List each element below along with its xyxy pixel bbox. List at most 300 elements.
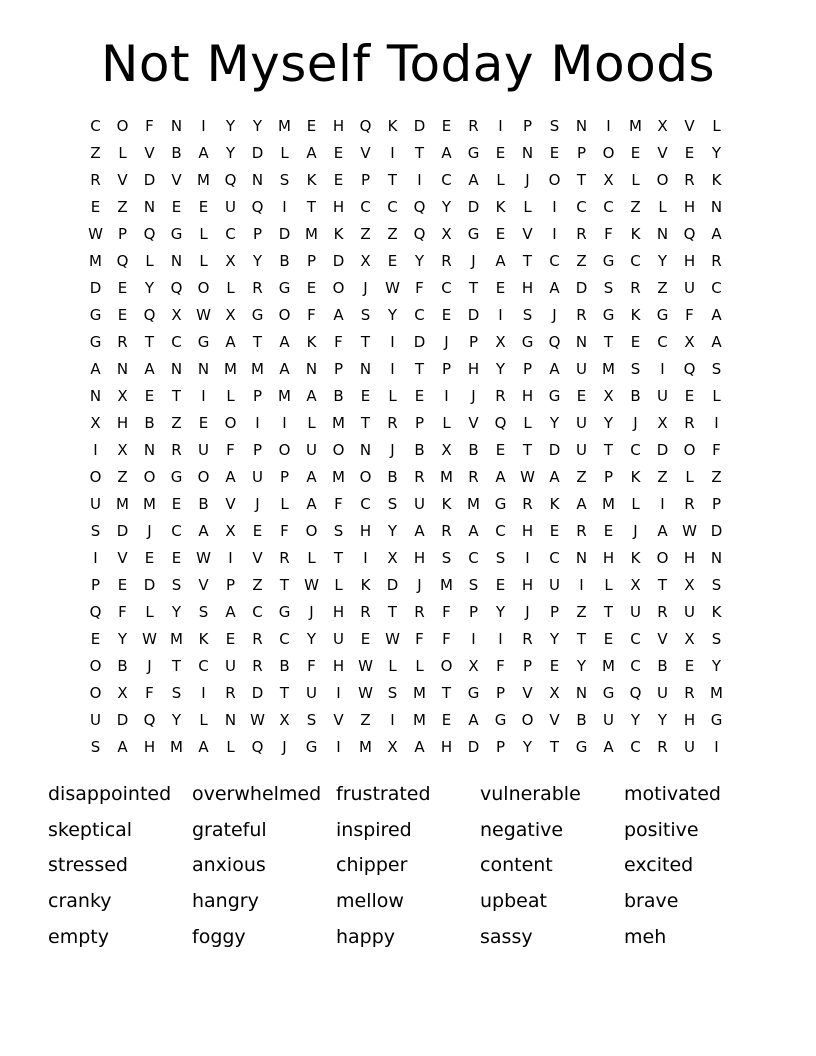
grid-letter: X [387,738,398,756]
grid-letter: O [89,684,102,702]
word-bank-word: upbeat [480,889,547,912]
grid-letter: I [552,225,557,243]
grid-letter: E [441,117,452,135]
grid-letter: Q [413,198,426,216]
grid-letter: N [143,441,156,459]
grid-letter: S [306,711,317,729]
grid-letter: S [90,522,101,540]
grid-letter: W [682,522,697,540]
grid-letter: C [549,549,560,567]
word-bank-row [48,919,768,955]
word-bank-word: overwhelmed [192,782,322,805]
grid-letter: J [633,414,638,432]
grid-letter: I [417,171,422,189]
grid-letter: N [170,252,183,270]
grid-letter: E [198,198,209,216]
grid-letter: T [171,387,182,405]
grid-letter: X [657,117,668,135]
grid-letter: A [306,495,317,513]
grid-letter: E [90,198,101,216]
word-bank-word: grateful [192,818,267,841]
grid-letter: L [145,252,154,270]
grid-letter: E [630,144,641,162]
grid-letter: J [255,495,260,513]
word-bank-word: sassy [480,925,533,948]
grid-letter: D [386,576,399,594]
grid-letter: Y [657,252,668,270]
grid-letter: C [198,657,209,675]
grid-letter: E [252,522,263,540]
grid-letter: P [522,657,533,675]
grid-letter: U [684,603,695,621]
grid-letter: X [225,306,236,324]
grid-letter: H [332,657,345,675]
grid-letter: G [602,684,615,702]
grid-letter: T [252,333,263,351]
grid-letter: C [468,549,479,567]
grid-letter: I [714,414,719,432]
grid-letter: S [603,279,614,297]
grid-letter: I [390,711,395,729]
grid-letter: Y [225,117,236,135]
grid-letter: Z [657,279,668,297]
grid-letter: U [90,495,101,513]
grid-letter: O [143,468,156,486]
grid-letter: Q [89,603,102,621]
grid-letter: K [306,333,317,351]
grid-letter: Q [116,252,129,270]
grid-letter: C [90,117,101,135]
grid-letter: V [657,144,668,162]
grid-letter: L [415,657,424,675]
grid-letter: X [630,576,641,594]
grid-letter: I [498,306,503,324]
grid-letter: W [385,279,400,297]
grid-letter: C [603,198,614,216]
grid-letter: X [684,630,695,648]
grid-letter: I [498,630,503,648]
grid-letter: W [196,306,211,324]
grid-letter: I [228,549,233,567]
grid-letter: R [225,684,236,702]
grid-letter: T [387,171,398,189]
grid-letter: D [278,225,291,243]
grid-letter: Z [630,198,641,216]
grid-letter: V [657,630,668,648]
grid-letter: M [224,360,237,378]
grid-letter: I [525,549,530,567]
grid-letter: I [660,495,665,513]
grid-letter: A [225,333,236,351]
grid-letter: Q [683,225,696,243]
grid-letter: N [710,549,723,567]
grid-letter: I [390,144,395,162]
grid-letter: L [199,252,208,270]
grid-row [82,194,730,221]
grid-letter: R [441,522,452,540]
grid-letter: T [441,684,452,702]
grid-letter: D [89,279,102,297]
grid-letter: C [279,630,290,648]
grid-letter: H [521,522,534,540]
grid-letter: S [630,360,641,378]
grid-letter: D [251,684,264,702]
grid-letter: D [467,738,480,756]
grid-letter: A [495,468,506,486]
grid-letter: W [250,711,265,729]
grid-letter: X [90,414,101,432]
grid-letter: L [631,171,640,189]
grid-letter: Q [170,279,183,297]
grid-letter: D [332,252,345,270]
grid-letter: S [495,549,506,567]
grid-row [82,140,730,167]
grid-letter: E [306,279,317,297]
grid-letter: A [711,306,722,324]
grid-letter: L [118,144,127,162]
grid-letter: G [305,738,318,756]
grid-letter: A [198,738,209,756]
grid-letter: A [306,144,317,162]
grid-letter: E [171,549,182,567]
grid-letter: G [467,225,480,243]
grid-letter: E [306,117,317,135]
grid-letter: I [660,360,665,378]
grid-letter: J [525,171,530,189]
grid-letter: U [684,738,695,756]
word-bank-word: inspired [336,818,412,841]
grid-letter: Y [603,414,614,432]
grid-letter: I [201,387,206,405]
grid-letter: Z [576,468,587,486]
grid-letter: O [305,522,318,540]
grid-letter: I [390,333,395,351]
grid-letter: K [306,171,317,189]
grid-letter: R [441,252,452,270]
word-bank-row [48,847,768,883]
grid-letter: E [171,198,182,216]
grid-letter: P [252,387,263,405]
grid-letter: D [575,279,588,297]
grid-letter: S [522,306,533,324]
grid-letter: W [520,468,535,486]
grid-letter: E [684,657,695,675]
grid-letter: F [496,657,505,675]
grid-letter: M [278,387,291,405]
word-bank-word: mellow [336,889,404,912]
grid-letter: J [390,441,395,459]
grid-letter: R [414,468,425,486]
grid-letter: J [525,603,530,621]
grid-letter: N [170,360,183,378]
grid-letter: S [360,306,371,324]
grid-letter: K [333,225,344,243]
grid-letter: Q [413,225,426,243]
grid-letter: X [171,306,182,324]
grid-letter: F [442,630,451,648]
grid-letter: U [414,495,425,513]
grid-row [82,167,730,194]
grid-letter: J [282,738,287,756]
grid-letter: H [332,603,345,621]
grid-letter: A [468,171,479,189]
grid-letter: R [684,684,695,702]
grid-letter: B [387,468,398,486]
grid-letter: O [656,549,669,567]
grid-letter: C [441,279,452,297]
grid-letter: A [225,468,236,486]
grid-letter: D [656,441,669,459]
grid-letter: A [198,522,209,540]
grid-letter: L [523,414,532,432]
grid-letter: L [658,198,667,216]
grid-letter: G [197,333,210,351]
grid-letter: H [467,360,480,378]
grid-letter: W [358,657,373,675]
grid-letter: G [467,144,480,162]
grid-letter: R [252,630,263,648]
grid-letter: M [197,171,210,189]
grid-letter: G [494,711,507,729]
grid-letter: F [334,333,343,351]
grid-letter: F [442,603,451,621]
grid-letter: Q [143,711,156,729]
grid-letter: F [145,684,154,702]
grid-letter: V [468,414,479,432]
grid-letter: Y [171,603,182,621]
grid-letter: M [170,738,183,756]
grid-letter: G [575,738,588,756]
grid-letter: T [279,576,290,594]
grid-letter: I [201,684,206,702]
grid-letter: Y [576,657,587,675]
grid-letter: Z [360,711,371,729]
grid-letter: L [226,738,235,756]
grid-letter: U [225,198,236,216]
grid-letter: O [224,414,237,432]
grid-letter: E [414,387,425,405]
grid-letter: G [602,306,615,324]
grid-letter: O [602,144,615,162]
grid-letter: J [309,603,314,621]
grid-letter: A [306,468,317,486]
grid-letter: E [441,306,452,324]
word-bank-word: positive [624,818,699,841]
grid-letter: T [468,279,479,297]
grid-letter: S [468,576,479,594]
grid-letter: D [116,711,129,729]
grid-letter: Q [251,198,264,216]
grid-letter: B [657,657,668,675]
grid-letter: J [363,279,368,297]
grid-letter: O [656,171,669,189]
grid-letter: A [468,522,479,540]
grid-letter: G [251,306,264,324]
grid-letter: H [413,549,426,567]
grid-row [82,329,730,356]
grid-letter: E [603,522,614,540]
grid-letter: I [93,549,98,567]
grid-letter: M [710,684,723,702]
grid-letter: Y [495,603,506,621]
grid-letter: K [711,603,722,621]
grid-row [82,707,730,734]
grid-letter: K [360,576,371,594]
grid-letter: G [467,684,480,702]
grid-letter: R [117,333,128,351]
grid-letter: U [333,630,344,648]
word-bank-word: vulnerable [480,782,581,805]
grid-letter: S [711,630,722,648]
grid-letter: A [441,144,452,162]
grid-letter: G [170,225,183,243]
word-bank-word: hangry [192,889,259,912]
grid-letter: B [414,441,425,459]
grid-letter: H [521,387,534,405]
grid-letter: V [252,549,263,567]
grid-letter: F [280,522,289,540]
grid-letter: Z [711,468,722,486]
grid-letter: R [684,171,695,189]
grid-letter: R [387,414,398,432]
grid-letter: V [117,549,128,567]
grid-letter: E [90,630,101,648]
grid-letter: C [360,495,371,513]
word-bank-word: meh [624,925,667,948]
grid-letter: B [144,414,155,432]
grid-letter: W [385,630,400,648]
grid-letter: V [144,144,155,162]
grid-row [82,626,730,653]
grid-letter: P [117,225,128,243]
grid-letter: G [89,306,102,324]
grid-letter: U [657,387,668,405]
grid-letter: J [471,387,476,405]
grid-letter: U [603,711,614,729]
word-bank-row [48,776,768,812]
grid-letter: J [147,522,152,540]
word-bank-word: stressed [48,854,128,877]
grid-letter: L [496,171,505,189]
grid-letter: H [116,414,129,432]
grid-letter: P [279,468,290,486]
grid-letter: S [90,738,101,756]
grid-letter: O [332,441,345,459]
grid-letter: N [575,117,588,135]
grid-letter: E [576,387,587,405]
grid-letter: X [225,522,236,540]
grid-letter: O [440,657,453,675]
grid-letter: T [522,252,533,270]
grid-letter: W [142,630,157,648]
grid-letter: O [548,171,561,189]
grid-letter: A [333,306,344,324]
grid-letter: G [278,279,291,297]
grid-row [82,437,730,464]
grid-letter: N [224,711,237,729]
grid-letter: Z [576,603,587,621]
grid-letter: R [90,171,101,189]
grid-letter: Z [387,225,398,243]
grid-letter: S [711,360,722,378]
grid-letter: H [683,711,696,729]
grid-letter: E [630,333,641,351]
grid-letter: Q [359,117,372,135]
grid-letter: M [440,576,453,594]
grid-letter: P [90,576,101,594]
grid-letter: F [415,279,424,297]
grid-letter: I [552,198,557,216]
grid-letter: U [576,414,587,432]
grid-letter: L [280,144,289,162]
grid-letter: V [171,171,182,189]
grid-letter: O [89,657,102,675]
grid-letter: V [225,495,236,513]
grid-letter: B [171,144,182,162]
grid-row [82,491,730,518]
grid-letter: A [549,468,560,486]
grid-letter: G [548,387,561,405]
grid-letter: M [170,630,183,648]
grid-letter: L [199,711,208,729]
grid-letter: K [495,198,506,216]
grid-letter: B [198,495,209,513]
grid-letter: C [630,441,641,459]
grid-letter: T [171,657,182,675]
grid-letter: M [602,495,615,513]
grid-letter: A [414,738,425,756]
grid-letter: Y [144,279,155,297]
grid-letter: O [89,468,102,486]
word-bank-word: content [480,854,553,877]
grid-letter: I [579,576,584,594]
grid-letter: N [521,144,534,162]
grid-letter: S [171,576,182,594]
grid-letter: E [684,144,695,162]
grid-letter: K [441,495,452,513]
grid-letter: A [495,252,506,270]
grid-letter: R [630,279,641,297]
grid-letter: A [414,522,425,540]
grid-letter: A [198,144,209,162]
grid-letter: M [602,360,615,378]
grid-letter: G [602,252,615,270]
grid-letter: T [360,333,371,351]
grid-letter: L [226,279,235,297]
grid-letter: K [387,117,398,135]
grid-letter: A [657,522,668,540]
grid-letter: X [360,252,371,270]
grid-letter: M [602,657,615,675]
grid-letter: V [522,684,533,702]
grid-letter: F [604,225,613,243]
grid-letter: X [468,657,479,675]
grid-letter: N [197,360,210,378]
grid-letter: E [198,414,209,432]
grid-letter: N [710,198,723,216]
grid-letter: X [603,387,614,405]
grid-letter: P [522,360,533,378]
grid-letter: N [656,225,669,243]
grid-letter: S [333,522,344,540]
word-bank-word: motivated [624,782,721,805]
grid-letter: K [630,468,641,486]
grid-letter: M [413,684,426,702]
grid-letter: U [90,711,101,729]
grid-letter: K [198,630,209,648]
grid-letter: P [360,171,371,189]
grid-letter: F [685,306,694,324]
